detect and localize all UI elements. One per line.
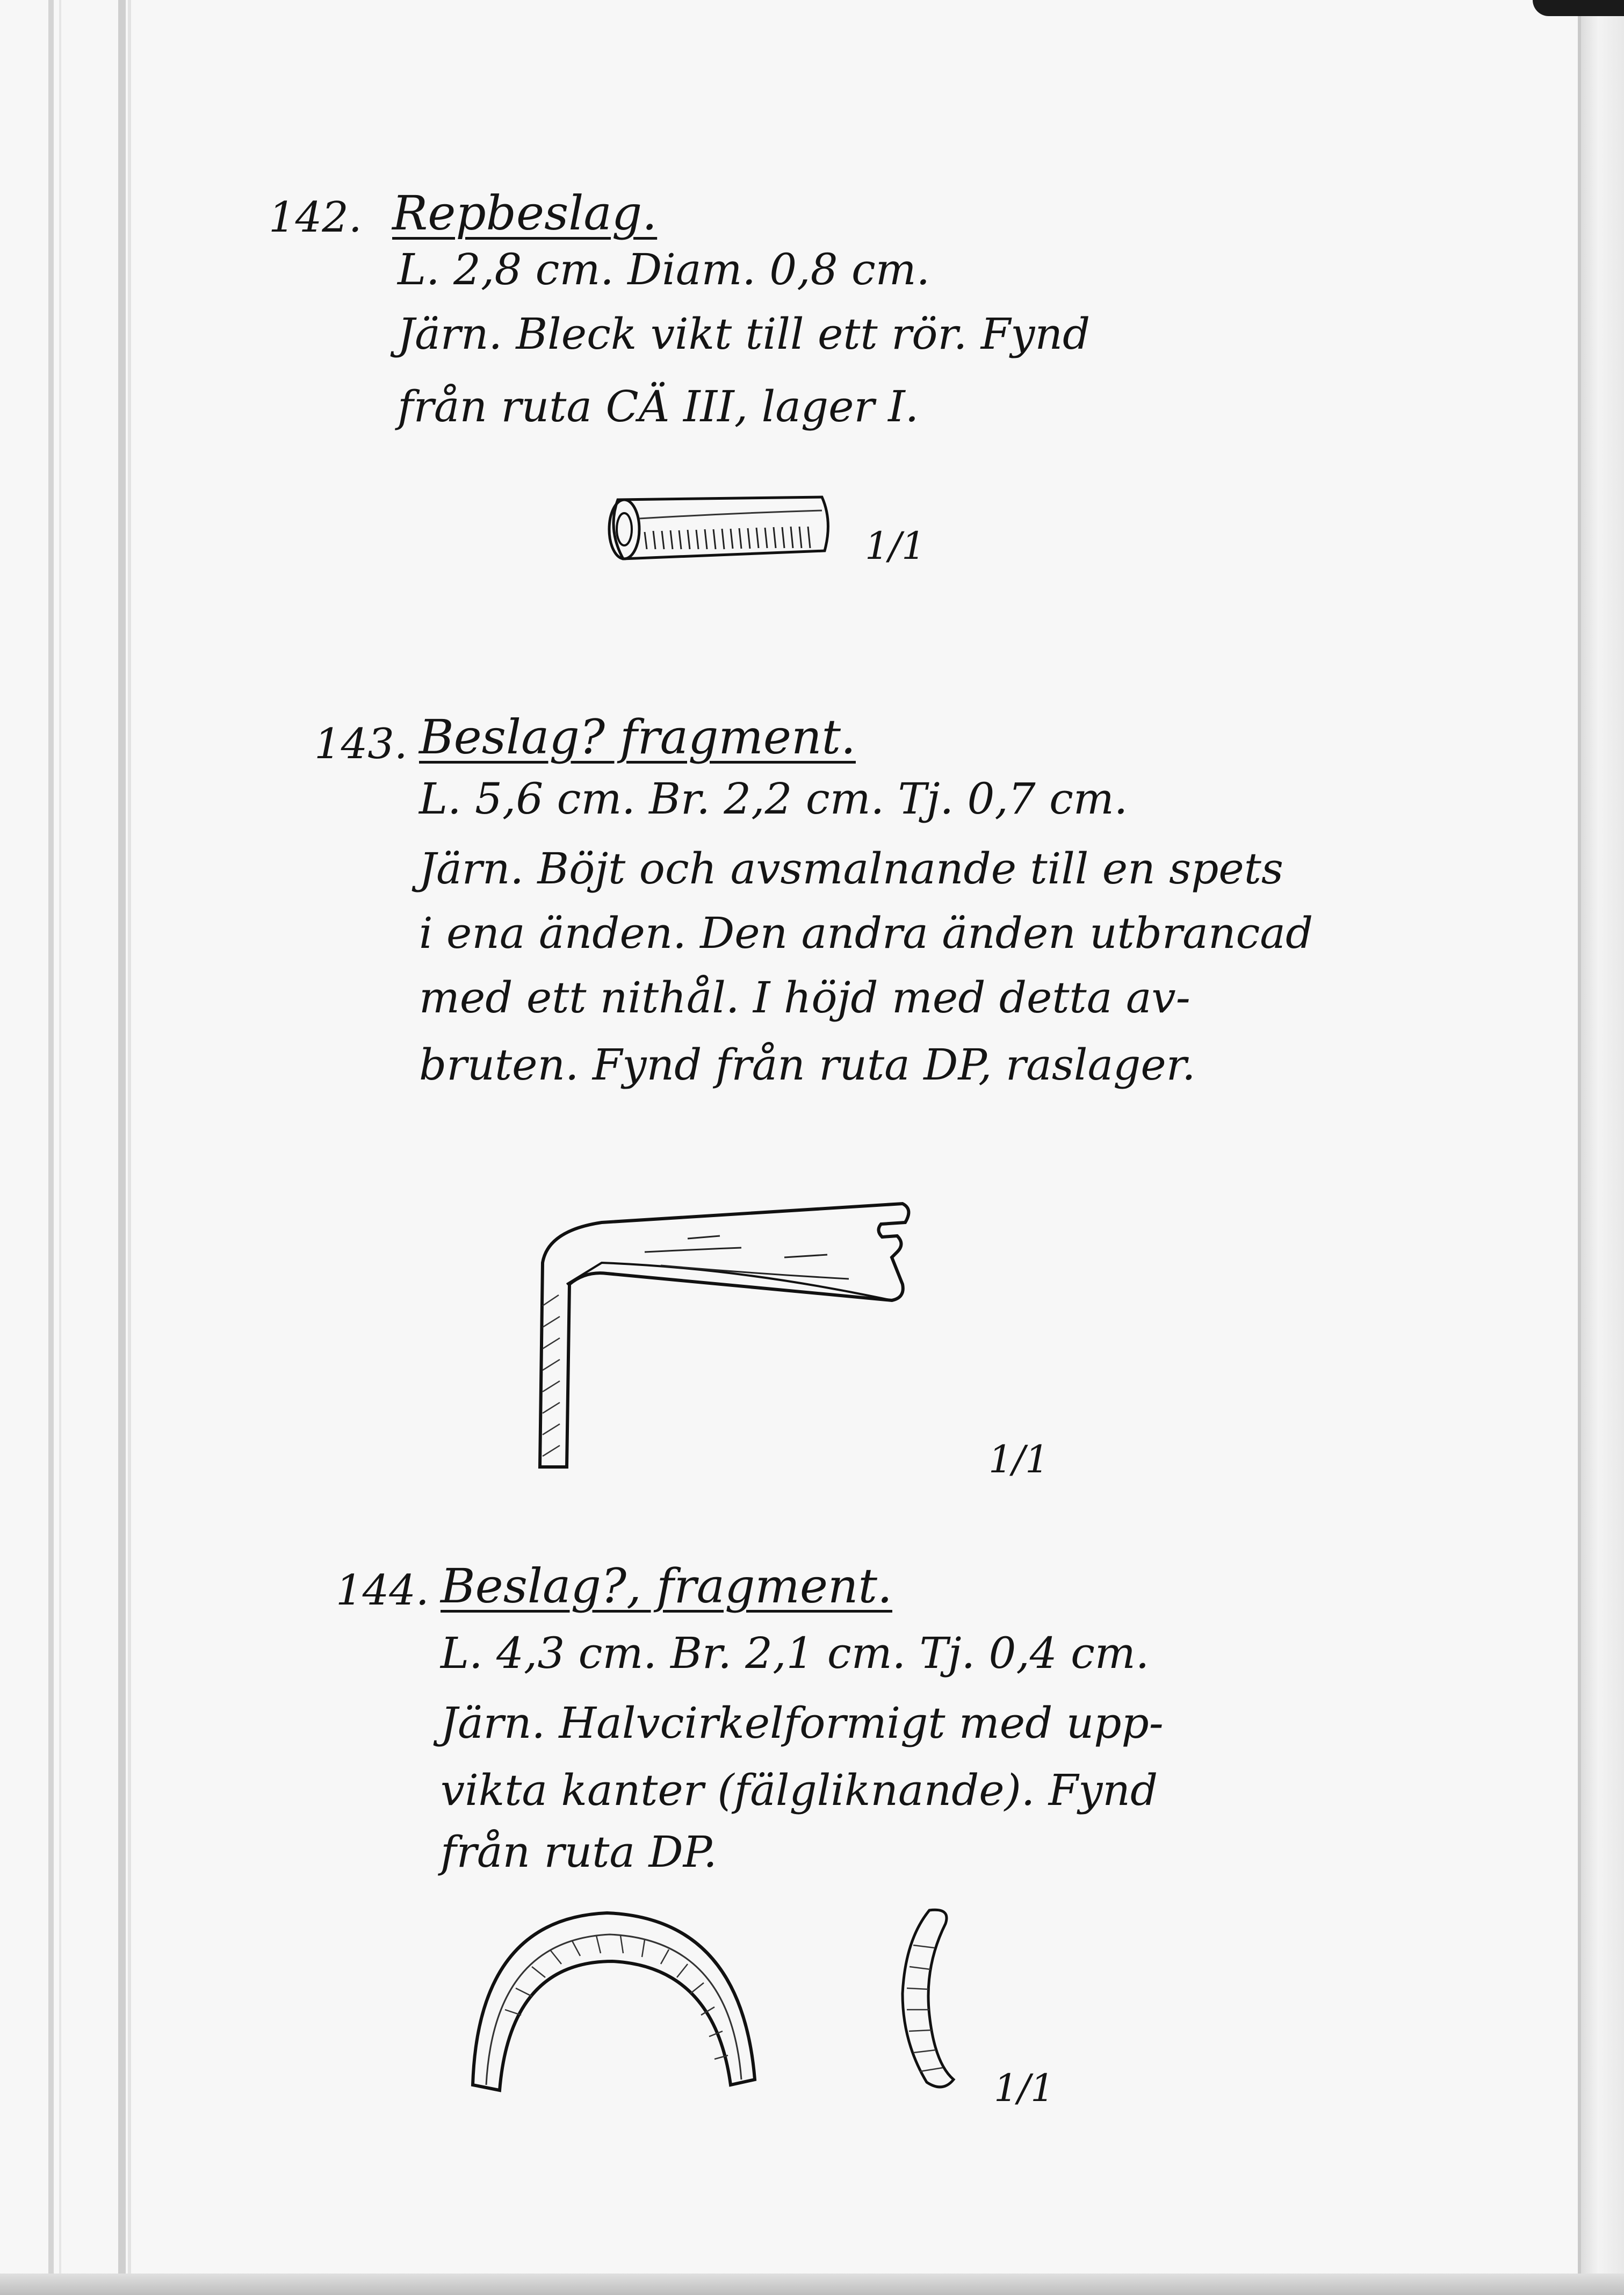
entry-line: från rutа CÄ III, lager I.: [398, 382, 919, 431]
entry-line: Järn. Bleck vikt till ett rör. Fynd: [398, 309, 1091, 359]
semicircular-fitting-drawing: [462, 1902, 763, 2101]
page-bottom-edge: [0, 2274, 1624, 2295]
page-edge: [118, 0, 126, 2295]
entry-number: 142.: [269, 193, 362, 242]
entry-line: L. 2,8 cm. Diam. 0,8 cm.: [398, 244, 930, 294]
entry-line: L. 5,6 cm. Br. 2,2 cm. Tj. 0,7 cm.: [419, 774, 1128, 824]
entry-line: med ett nithål. I höjd med detta av-: [419, 973, 1190, 1023]
entry-title: Repbeslag.: [392, 185, 658, 241]
entry-line: Järn. Halvcirkelformigt med upp-: [441, 1698, 1164, 1748]
page-edge: [59, 0, 61, 2295]
entry-line: från ruta DP.: [441, 1827, 717, 1877]
scale-label: 1/1: [994, 2066, 1055, 2110]
entry-line: bruten. Fynd från ruta DP, raslager.: [419, 1040, 1196, 1090]
entry-title: Beslag? fragment.: [419, 709, 856, 765]
entry-title: Beslag?, fragment.: [441, 1558, 892, 1614]
page-edge: [128, 0, 131, 2295]
entry-number: 144.: [336, 1566, 429, 1615]
scale-label: 1/1: [988, 1437, 1049, 1481]
entry-number: 143.: [314, 720, 408, 768]
entry-line: L. 4,3 cm. Br. 2,1 cm. Tj. 0,4 cm.: [441, 1628, 1150, 1678]
book-corner: [1533, 0, 1624, 16]
entry-line: i ena änden. Den andra änden utbrancad: [419, 908, 1313, 958]
entry-line: vikta kanter (fälgliknande). Fynd: [441, 1765, 1158, 1815]
bent-fitting-drawing: [526, 1198, 929, 1478]
tube-fitting-drawing: [602, 489, 838, 570]
scale-label: 1/1: [865, 524, 926, 568]
fitting-profile-drawing: [892, 1902, 962, 2090]
page-edge: [1581, 0, 1624, 2295]
page-edge: [48, 0, 54, 2295]
entry-line: Järn. Böjt och avsmalnande till en spets: [419, 844, 1283, 894]
